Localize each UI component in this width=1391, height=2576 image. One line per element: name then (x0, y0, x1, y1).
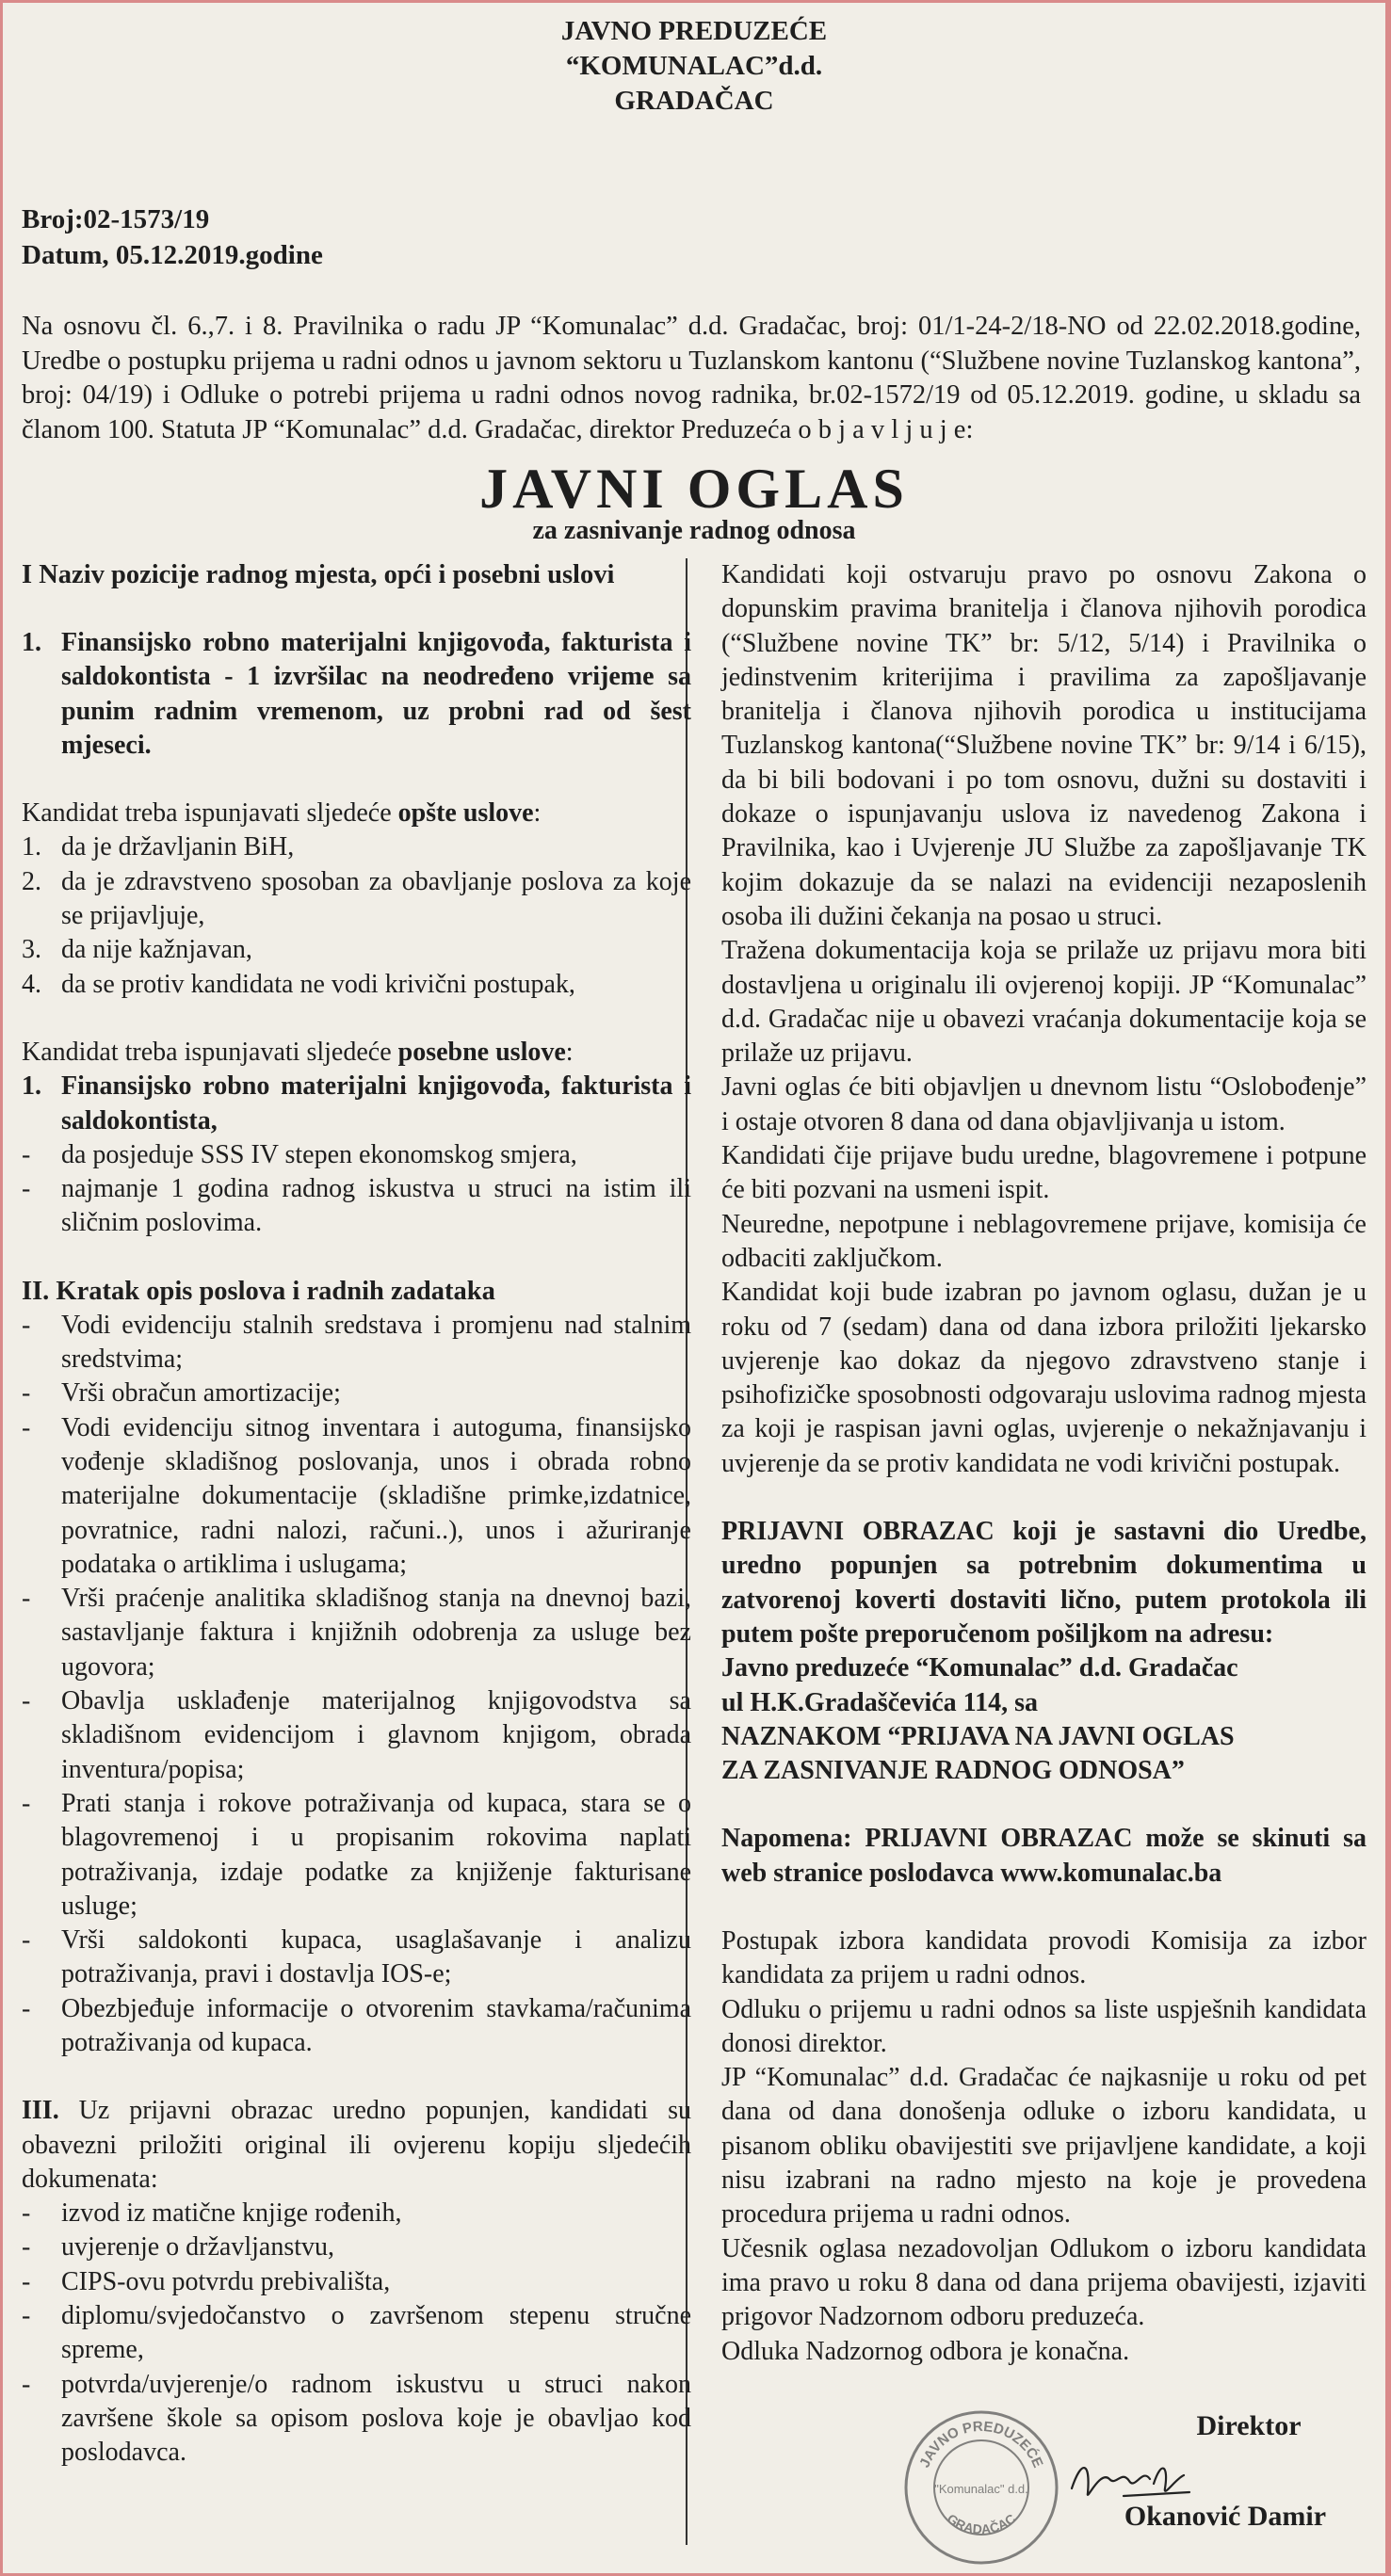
duty-marker: - (22, 1925, 31, 1956)
duty-marker: - (22, 1412, 31, 1442)
special-title-number: 1. (22, 1071, 41, 1102)
special-intro-end: : (565, 1037, 574, 1067)
ad-title: JAVNI OGLAS (479, 458, 909, 520)
duty-item (22, 1992, 691, 2061)
issuer-header (3, 14, 1385, 119)
company-stamp (902, 2408, 1060, 2567)
general-condition-text: da je državljanin BiH, (61, 832, 295, 862)
application-form-notice: PRIJAVNI OBRAZAC koji je sastavni dio Uredbe, uredno popunjen sa potrebnim dokumentima u zatvorenoj koverti dostaviti lično, putem protokola ili putem pošte preporučenom pošiljkom na adresu: (721, 1517, 1367, 1649)
required-document-marker: - (22, 2232, 31, 2262)
required-document-text: diplomu/svjedočanstvo o završenom stepenu stručne spreme, (61, 2301, 691, 2365)
required-document-item (22, 2265, 691, 2299)
required-document-item (22, 2299, 691, 2368)
special-condition-text: najmanje 1 godina radnog iskustva u struci na istim ili sličnim poslovima. (61, 1174, 691, 1238)
general-condition-text: da nije kažnjavan, (61, 935, 252, 965)
signer-role: Direktor (1196, 2410, 1302, 2441)
special-conditions-intro (22, 1036, 691, 1070)
required-document-marker: - (22, 2198, 31, 2229)
duty-item (22, 1411, 691, 1582)
signer-block (1065, 2408, 1367, 2535)
required-document-text: CIPS-ovu potvrdu prebivališta, (61, 2266, 391, 2296)
duty-text: Obezbjeđuje informacije o otvorenim stavkama/računima potraživanja od kupaca. (61, 1993, 691, 2057)
position-item (22, 626, 691, 763)
duty-text: Vrši praćenje analitika skladišnog stanja na dnevnoj bazi, sastavljanje faktura i knjižnih odobrenja za usluge bez ugovora; (61, 1584, 691, 1682)
general-condition-marker: 3. (22, 935, 41, 965)
section-3-text: Uz prijavni obrazac uredno popunjen, kandidati su obavezni priložiti original ili ovjerenu kopiju sljedećih dokumenata: (22, 2096, 691, 2194)
signer-name: Okanović Damir (1124, 2501, 1327, 2532)
duty-marker: - (22, 1788, 31, 1818)
document-number: Broj:02-1573/19 (22, 204, 210, 234)
general-condition-marker: 4. (22, 969, 41, 999)
section-3-paragraph (22, 2094, 691, 2197)
commission-paragraph: Postupak izbora kandidata provodi Komisija za izbor kandidata za prijem u radni odnos. (721, 1925, 1367, 1990)
general-condition-item (22, 830, 691, 864)
document-meta (22, 201, 1385, 273)
special-conditions-list (22, 1138, 691, 1241)
decision-paragraph: Odluku o prijemu u radni odnos sa liste uspješnih kandidata donosi direktor. (721, 1994, 1367, 2058)
section-1-heading: I Naziv pozicije radnog mjesta, opći i posebni uslovi (22, 560, 615, 589)
duty-text: Vodi evidenciju stalnih sredstava i promjenu nad stalnim sredstvima; (61, 1310, 691, 1375)
required-document-item (22, 2368, 691, 2471)
general-intro-text: Kandidat treba ispunjavati sljedeće (22, 798, 398, 829)
duty-marker: - (22, 1686, 31, 1716)
required-document-marker: - (22, 2369, 31, 2399)
duty-marker: - (22, 1378, 31, 1409)
stamp-top-text: JAVNO PREDUZEĆE (916, 2418, 1046, 2471)
final-decision-paragraph: Odluka Nadzornog odbora je konačna. (721, 2336, 1130, 2366)
intro-paragraph: Na osnovu čl. 6.,7. i 8. Pravilnika o radu JP “Komunalac” d.d. Gradačac, broj: 01/1-24-2/18-NO od 22.02.2018.godine, Uredbe o postupku prijema u radni odnos u javnom sektoru u Tuzlanskom kantonu (“Službene novine Tuzlanskog kantona”, broj: 04/19) i Odluke o potrebi prijema u radni odnos novog radnika, br.02-1572/19 od 05.12.2019. godine, u skladu sa članom 100. Statuta JP “Komunalac” d.d. Gradačac, direktor Preduzeća o b j a v l j u j e: (22, 312, 1361, 444)
address-line-1: Javno preduzeće “Komunalac” d.d. Gradačac (721, 1653, 1238, 1683)
general-condition-marker: 1. (22, 832, 41, 862)
left-column (22, 558, 691, 2471)
special-condition-item (22, 1172, 691, 1241)
issuer-line-2: “KOMUNALAC”d.d. (565, 51, 823, 81)
required-document-text: uvjerenje o državljanstvu, (61, 2232, 335, 2262)
required-document-marker: - (22, 2301, 31, 2331)
issuer-line-3: GRADAČAC (614, 86, 774, 116)
veterans-paragraph: Kandidati koji ostvaruju pravo po osnovu Zakona o dopunskim pravima branitelja i članova njihovih porodica (“Službene novine TK” br: 5/12, 5/14) i Pravilnika o jedinstvenim kriterijima i pravilima za zapošljavanje branitelja i članova njihovih porodica u institucijama Tuzlanskog kantona(“Službene novine TK” br: 9/14 i 6/15), da bi bili bodovani i po tom osnovu, dužni su dostaviti i dokaze o ispunjavanju uslova iz navedenog Zakona i Pravilnika, kao i Uvjerenje JU Službe za zapošljavanje TK kojim dokazuje da se nalazi na evidenciji nezaposlenih osoba ili dužini čekanja na posao u struci. (721, 560, 1367, 931)
required-document-item (22, 2197, 691, 2230)
stamp-bottom-text: GRADAČAC (944, 2510, 1019, 2537)
general-conditions-intro (22, 797, 691, 830)
duty-text: Vrši obračun amortizacije; (61, 1378, 341, 1409)
address-line-3: NAZNAKOM “PRIJAVA NA JAVNI OGLAS (721, 1721, 1235, 1751)
issuer-line-1: JAVNO PREDUZEĆE (560, 16, 828, 46)
special-intro-text: Kandidat treba ispunjavati sljedeće (22, 1037, 398, 1067)
duty-marker: - (22, 1993, 31, 2023)
duty-text: Vodi evidenciju sitnog inventara i autoguma, finansijsko vođenje skladišnog poslovanja, unos i obrada robno materijalne dokumentacije (skladišne primke,izdatnice, povratnice, radni nalozi, računi..), unos i ažuriranje podataka o artiklima i uslugama; (61, 1412, 691, 1579)
document-date: Datum, 05.12.2019.godine (22, 240, 323, 270)
special-condition-item (22, 1138, 691, 1172)
general-condition-item (22, 933, 691, 967)
special-condition-text: da posjeduje SSS IV stepen ekonomskog smjera, (61, 1139, 577, 1169)
duty-item (22, 1309, 691, 1377)
stamp-center-text: "Komunalac" d.d. (934, 2482, 1028, 2496)
required-document-marker: - (22, 2266, 31, 2296)
right-column (721, 558, 1367, 2369)
general-condition-text: da se protiv kandidata ne vodi krivični postupak, (61, 969, 575, 999)
duty-text: Vrši saldokonti kupaca, usaglašavanje i analizu potraživanja, pravi i dostavlja IOS-e; (61, 1925, 691, 1989)
required-document-item (22, 2230, 691, 2264)
position-number: 1. (22, 628, 41, 657)
special-intro-bold: posebne uslove (397, 1037, 566, 1067)
duties-list (22, 1309, 691, 2061)
duty-item (22, 1684, 691, 1787)
general-condition-marker: 2. (22, 866, 41, 896)
duty-text: Obavlja usklađenje materijalnog knjigovodstva sa skladišnom evidencijom i glavnom knjigom, obrada inventura/popisa; (61, 1686, 691, 1784)
duty-item (22, 1787, 691, 1924)
general-intro-end: : (533, 798, 542, 829)
general-conditions-list (22, 830, 691, 1001)
address-line-2: ul H.K.Gradaščevića 114, sa (721, 1687, 1038, 1717)
general-condition-item (22, 865, 691, 934)
address-line-4: ZA ZASNIVANJE RADNOG ODNOSA” (721, 1756, 1185, 1786)
special-condition-marker: - (22, 1174, 31, 1204)
ad-subtitle: za zasnivanje radnog odnosa (532, 516, 856, 545)
special-condition-marker: - (22, 1139, 31, 1169)
required-document-text: izvod iz matične knjige rođenih, (61, 2198, 402, 2229)
duty-marker: - (22, 1584, 31, 1614)
complaint-paragraph: Učesnik oglasa nezadovoljan Odlukom o izboru kandidata ima pravo u roku 8 dana od dana prijema obavijesti, izjaviti prigovor Nadzornom odboru preduzeća. (721, 2233, 1367, 2332)
general-condition-item (22, 968, 691, 1002)
duty-item (22, 1924, 691, 1992)
section-3-label: III. (22, 2096, 59, 2126)
rejection-paragraph: Neuredne, nepotpune i neblagovremene prijave, komisija će odbaciti zaključkom. (721, 1209, 1367, 1273)
oral-exam-paragraph: Kandidati čije prijave budu uredne, blagovremene i potpune će biti pozvani na usmeni ispit. (721, 1141, 1367, 1205)
svg-text:GRADAČAC (945, 2511, 1019, 2537)
general-intro-bold: opšte uslove (397, 798, 534, 829)
special-title-text: Finansijsko robno materijalni knjigovođa, fakturista i saldokontista, (61, 1071, 691, 1135)
position-text: Finansijsko robno materijalni knjigovođa, fakturista i saldokontista - 1 izvršilac na neodređeno vrijeme sa punim radnim vremenom, uz probni rad od šest mjeseci. (61, 628, 691, 760)
section-2-heading: II. Kratak opis poslova i radnih zadataka (22, 1276, 495, 1306)
selected-candidate-paragraph: Kandidat koji bude izabran po javnom oglasu, dužan je u roku od 7 (sedam) dana od dana izbora priložiti ljekarsko uvjerenje kao dokaz da njegovo zdravstveno stanje i psihofizičke sposobnosti odgovaraju uslovima radnog mjesta za koji je raspisan javni oglas, uvjerenje o nekažnjavanju i uvjerenje da se protiv kandidata ne vodi krivični postupak. (721, 1278, 1367, 1478)
documents-list (22, 2197, 691, 2470)
duty-item (22, 1582, 691, 1684)
required-document-text: potvrda/uvjerenje/o radnom iskustvu u struci nakon završene škole sa opisom poslova koje je obavljao kod poslodavca. (61, 2369, 691, 2468)
duty-text: Prati stanja i rokove potraživanja od kupaca, stara se o blagovremenoj i u propisanim rokovima naplati potraživanja, izdaje podatke za knjiženje fakturisane usluge; (61, 1788, 691, 1921)
publication-paragraph: Javni oglas će biti objavljen u dnevnom listu “Oslobođenje” i ostaje otvoren 8 dana od dana objavljivanja u istom. (721, 1072, 1367, 1136)
notification-paragraph: JP “Komunalac” d.d. Gradačac će najkasnije u roku od pet dana od dana donošenja odluke o izboru kandidata, u pisanom obliku obavijestiti sve prijavljene kandidate, a koji nisu izabrani na radno mjesto na koje je provedena procedura prijema u radni odnos. (721, 2063, 1367, 2230)
documentation-paragraph: Tražena dokumentacija koja se prilaže uz prijavu mora biti dostavljena u originalu ili ovjerenoj kopiji. JP “Komunalac” d.d. Gradačac nije u obavezi vraćanja dokumentacije koja se prilaže uz prijavu. (721, 936, 1367, 1069)
duty-item (22, 1377, 691, 1410)
duty-marker: - (22, 1310, 31, 1340)
special-title-item (22, 1070, 691, 1138)
note-paragraph: Napomena: PRIJAVNI OBRAZAC može se skinuti sa web stranice poslodavca www.komunalac.ba (721, 1824, 1367, 1888)
general-condition-text: da je zdravstveno sposoban za obavljanje poslova za koje se prijavljuje, (61, 866, 691, 931)
